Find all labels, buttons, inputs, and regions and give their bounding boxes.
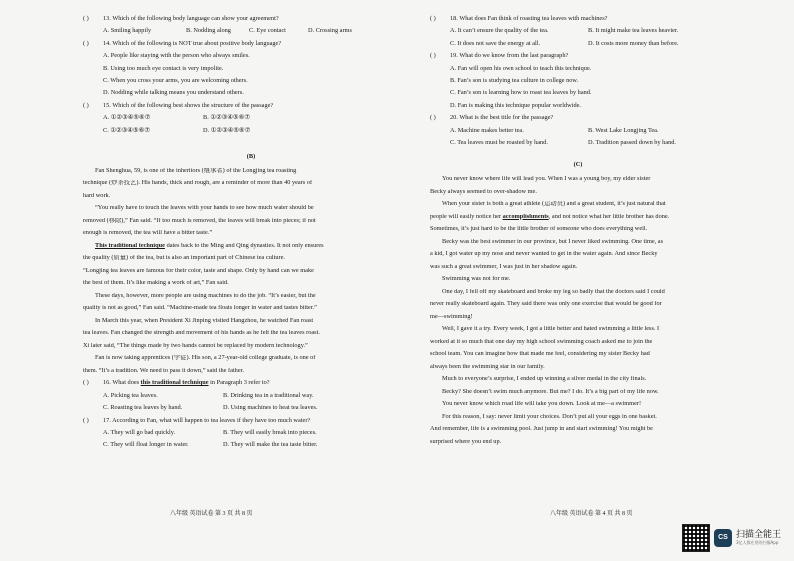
- passage-line: school team. You can imagine how that made me feel, considering my sister Becky had: [430, 351, 650, 358]
- passage-line: [430, 214, 726, 227]
- passage-line: always been the swimming star in our family.: [430, 363, 545, 370]
- page-footer-left: 八年级 英语试卷 第 3 页 共 8 页: [170, 511, 253, 517]
- question-19: [430, 53, 726, 65]
- question-stem: 15. Which of the following best shows the structure of the passage?: [103, 101, 274, 109]
- option-a: A. It can’t ensure the quality of the tea.: [450, 27, 549, 35]
- passage-line: Fan is now taking apprentices (学徒). His son, a 27-year-old college graduate, is one of: [95, 355, 316, 362]
- passage-line: Becky was the best swimmer in our province, but I never liked swimming. One time, as: [442, 238, 664, 245]
- option-a: A. Machine makes better tea.: [450, 126, 524, 134]
- section-c-title: (C): [573, 161, 583, 169]
- right-page: [430, 16, 726, 451]
- option-d: D. Fan is making this technique popular worldwide.: [450, 101, 581, 109]
- section-b-title: (B): [246, 152, 256, 160]
- passage-line: the quality (质量) of the tea, but is also an important part of Chinese tea culture.: [83, 255, 285, 262]
- passage-line: enough is removed, the tea will have a bitter taste.”: [83, 230, 213, 237]
- passage-line: quality is not as good,” Fan said. “Machine-made tea floats longer in water and tastes bitter.”: [83, 305, 317, 312]
- passage-line: Well, I gave it a try. Every week, I got a little better and hated swimming a little less. I: [442, 326, 660, 333]
- question-14: [83, 41, 419, 53]
- option-c: C. Tea leaves must be roasted by hand.: [450, 138, 548, 146]
- scanner-tagline: 3亿人都在用的扫描App: [736, 539, 779, 545]
- passage-line: For this reason, I say: never limit your choices. Don’t put all your eggs in one basket.: [442, 413, 657, 420]
- passage-line: worked at it so much that one day my high school swimming coach asked me to join the: [430, 338, 653, 345]
- answer-blank[interactable]: ( ): [430, 114, 436, 122]
- passage-line: tea leaves. Fan changed the strength and movement of his hands as he felt the tea leaves roast.: [83, 330, 320, 337]
- passage-line: And remember, life is a swimming pool. Just jump in and start swimming! You might be: [430, 426, 653, 433]
- passage-line: You never know where life will lead you. When I was a young boy, my elder sister: [442, 176, 651, 183]
- question-stem: 19. What do we know from the last paragraph?: [450, 52, 569, 60]
- passage-line: “You really have to touch the leaves with your hands to see how much water should be: [95, 205, 314, 212]
- passage-line: When your sister is both a great athlete (运动员) and a great student, it’s just natural that: [442, 201, 666, 208]
- option-d: D. It costs more money than before.: [588, 39, 679, 47]
- option-a: A. People like staying with the person who always smiles.: [103, 52, 250, 60]
- question-stem: 18. What does Fan think of roasting tea leaves with machines?: [450, 15, 608, 22]
- option-d: D. Tradition passed down by hand.: [588, 138, 676, 146]
- scanner-name: 扫描全能王: [736, 530, 782, 541]
- question-16: [83, 380, 419, 392]
- option-c: C. They will float longer in water.: [103, 441, 189, 449]
- answer-blank[interactable]: ( ): [83, 379, 89, 387]
- question-stem: 14. Which of the following is NOT true about positive body language?: [103, 39, 282, 47]
- underlined-word: accomplishments: [502, 213, 549, 220]
- option-c: C. When you cross your arms, you are welcoming others.: [103, 76, 248, 84]
- qr-code-icon: [682, 524, 710, 552]
- page-footer-right: 八年级 英语试卷 第 4 页 共 8 页: [550, 511, 633, 517]
- underlined-phrase: this traditional technique: [140, 379, 209, 387]
- underlined-phrase: This traditional technique: [95, 242, 165, 249]
- option-d: D. Nodding while talking means you understand others.: [103, 89, 244, 97]
- option-a: A. Fan will open his own school to teach this technique.: [450, 64, 592, 72]
- answer-blank[interactable]: ( ): [83, 416, 89, 424]
- answer-blank[interactable]: ( ): [83, 39, 89, 47]
- option-b: B. West Lake Longjing Tea.: [588, 126, 659, 134]
- passage-line: You never know which road life will take you down. Look at me—a swimmer!: [442, 401, 642, 408]
- answer-blank[interactable]: ( ): [83, 15, 89, 22]
- passage-line: hard work.: [83, 192, 111, 199]
- option-b: B. Using too much eye contact is very impolite.: [103, 64, 224, 72]
- scanner-brand: [736, 531, 781, 545]
- option-d: D. They will make the tea taste bitter.: [223, 441, 318, 449]
- passage-line: a kid, I got water up my nose and never wanted to get in the water again. And since Becky: [430, 251, 658, 258]
- option-b: B. They will easily break into pieces.: [223, 428, 317, 436]
- question-20: [430, 115, 726, 127]
- option-d: D. ①②③④⑤⑥⑦: [203, 126, 251, 134]
- camscanner-logo-icon: CS: [714, 529, 732, 547]
- question-stem: 17. According to Fan, what will happen to tea leaves if they have too much water?: [103, 416, 311, 424]
- option-b: B. Fan’s son is studying tea culture in college now.: [450, 76, 579, 84]
- passage-line: technique (炒茶技艺). His hands, thick and rough, are a reminder of more than 40 years of: [83, 180, 313, 187]
- option-b: B. Drinking tea in a traditional way.: [223, 391, 314, 399]
- passage-b: [83, 168, 419, 381]
- question-stem-end: in Paragraph 3 refer to?: [208, 379, 270, 387]
- passage-line: me—swimming!: [430, 313, 473, 320]
- passage-line: surprised where you end up.: [430, 438, 502, 445]
- option-a: A. Picking tea leaves.: [103, 391, 158, 399]
- question-stem: 20. What is the best title for the passage?: [450, 114, 554, 122]
- passage-line: One day, I fell off my skateboard and broke my leg so badly that the doctors said I could: [442, 288, 665, 295]
- passage-line-rest: dates back to the Ming and Qing dynasties. It not only ensures: [166, 242, 324, 249]
- passage-line: was such a great swimmer, I was just in her shadow again.: [430, 263, 578, 270]
- option-a: A. They will go bad quickly.: [103, 428, 176, 436]
- question-stem: 13. Which of the following body language can show your agreement?: [103, 15, 279, 22]
- answer-blank[interactable]: ( ): [430, 15, 436, 22]
- question-stem: 16. What does: [103, 379, 141, 387]
- option-a: A. Smiling happily: [103, 27, 152, 35]
- q20-options-cd: [430, 140, 726, 152]
- option-c: C. Roasting tea leaves by hand.: [103, 404, 183, 412]
- passage-line: Becky? She doesn’t swim much anymore. But me? I do. It’s a big part of my life now.: [442, 388, 659, 395]
- passage-line: never really skateboard again. They said there was only one exercise that would be good for: [430, 301, 662, 308]
- q15-options-ab: [83, 115, 419, 127]
- option-d: D. Using machines to heat tea leaves.: [223, 404, 318, 412]
- option-b: B. Nodding along: [186, 27, 231, 35]
- q15-options-cd: [83, 128, 419, 140]
- passage-line: These days, however, more people are using machines to do the job. “It’s easier, but the: [95, 292, 316, 299]
- passage-line: [83, 243, 419, 256]
- passage-line: them. “It’s a tradition. We need to pass it down,” said the father.: [83, 367, 244, 374]
- passage-line: “Longjing tea leaves are famous for their color, taste and shape. Only by hand can we make: [83, 267, 314, 274]
- option-c: C. ①②③④⑤⑥⑦: [103, 126, 150, 134]
- passage-line: Xi later said, “The things made by two hands cannot be replaced by modern technology.”: [83, 342, 308, 349]
- passage-line: removed (移除),” Fan said. “If too much is removed, the leaves will break into pieces; if not: [83, 217, 316, 224]
- option-b: B. ①②③④⑤⑥⑦: [203, 114, 250, 122]
- q18-options-ab: [430, 28, 726, 40]
- passage-line: Becky always seemed to over-shadow me.: [430, 188, 537, 195]
- q17-options-cd: [83, 442, 419, 454]
- answer-blank[interactable]: ( ): [83, 101, 89, 109]
- passage-line: Fan Shenghua, 59, is one of the inheritors (继承者) of the Longjing tea roasting: [95, 167, 297, 174]
- option-c: C. Fan’s son is learning how to roast tea leaves by hand.: [450, 89, 592, 97]
- answer-blank[interactable]: ( ): [430, 52, 436, 60]
- passage-text: people will easily notice her: [430, 213, 501, 220]
- passage-c: [430, 176, 726, 451]
- passage-line: In March this year, when President Xi Jinping visited Hangzhou, he watched Fan roast: [95, 317, 314, 324]
- scanner-watermark: [682, 524, 781, 552]
- passage-line: the best of them. It’s like making a work of art,” Fan said.: [83, 280, 229, 287]
- option-b: B. It might make tea leaves heavier.: [588, 27, 679, 35]
- left-page: [83, 16, 419, 455]
- option-d: D. Crossing arms: [308, 27, 352, 35]
- passage-line: Swimming was not for me.: [442, 276, 511, 283]
- passage-line: Sometimes, it’s just hard to be the little brother of someone who does everything well.: [430, 226, 648, 233]
- option-c: C. It does not save the energy at all.: [450, 39, 541, 47]
- passage-line: Much to everyone’s surprise, I ended up winning a silver medal in the city finals.: [442, 376, 647, 383]
- option-a: A. ①②③④⑤⑥⑦: [103, 114, 151, 122]
- passage-text: , and not notice what her little brother has done.: [548, 213, 670, 220]
- option-c: C. Eye contact: [249, 27, 286, 35]
